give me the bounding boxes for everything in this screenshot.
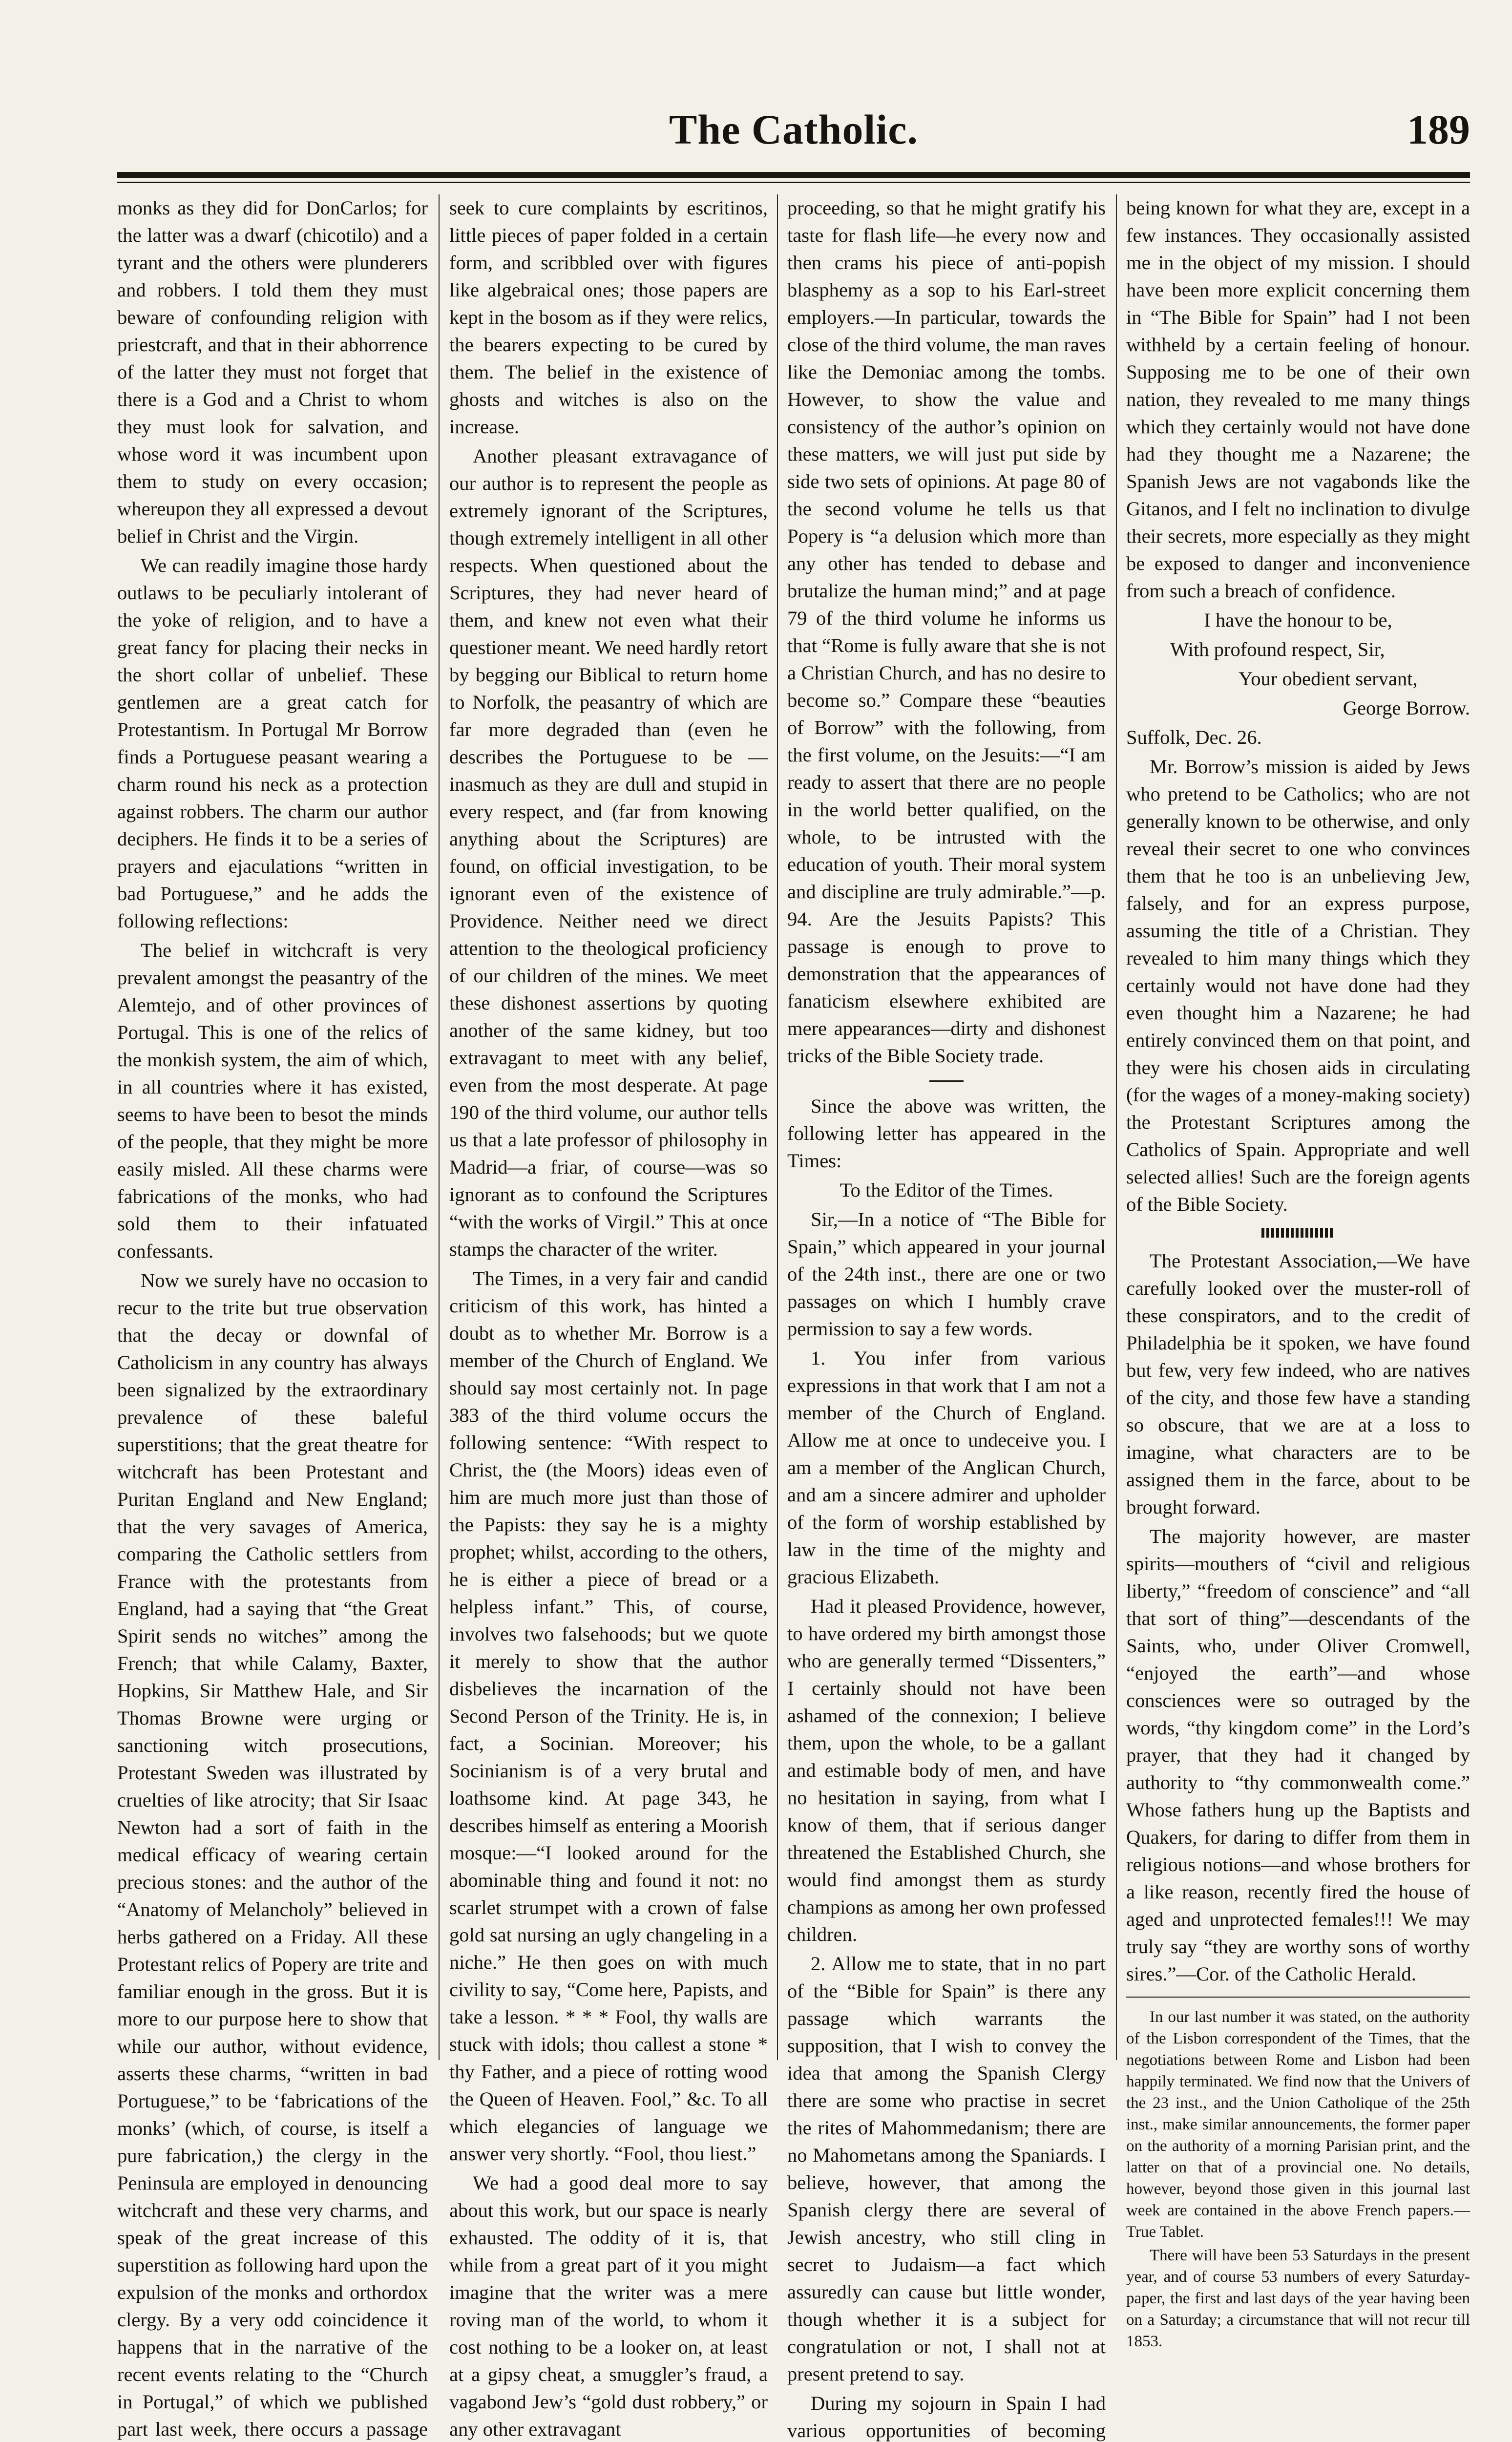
- footnote-paragraph: In our last number it was stated, on the authority of the Lisbon correspondent of the Times, that the negotiations between Rome and Lisbon had been happily terminated. We find now that the Univers of the 23 inst., and the Union Catholique of the 25th inst., make similar announcements, the former paper on the authority of a morning Parisian print, and the latter on that of a provincial one. No details, however, beyond those given in this journal last week are contained in the above French papers.—True Tablet.: [1126, 2008, 1470, 2241]
- article-paragraph: Your obedient servant,: [1239, 668, 1418, 690]
- article-paragraph: 1. You infer from various expressions in that work that I am not a member of the Church of England. Allow me at once to undeceive you. I am a member of the Anglican Church, and am a sincere admirer and upholder of the form of worship established by law in the time of the mighty and gracious Elizabeth.: [787, 1347, 1106, 1588]
- page-number: 189: [1407, 106, 1470, 153]
- article-paragraph: The belief in witchcraft is very prevalent amongst the peasantry of the Alemtejo, and of other provinces of Portugal. This is one of the relics of the monkish system, the aim of which, in all countries where it has existed, seems to have been to besot the minds of the people, that they might be more easily misled. All these charms were fabrications of the monks, who had sold them to their infatuated confessants.: [117, 939, 428, 1262]
- section-rule: [1126, 1997, 1470, 1998]
- article-paragraph: We can readily imagine those hardy outlaws to be peculiarly intolerant of the yoke of religion, and to have a great fancy for placing their necks in the short collar of unbelief. These gentlemen are a great catch for Protestantism. In Portugal Mr Borrow finds a Portuguese peasant wearing a charm round his neck as a protection against robbers. The charm our author deciphers. He finds it to be a series of prayers and ejaculations “written in bad Portuguese,” and he adds the following reflections:: [117, 554, 428, 932]
- header-rule-thick: [117, 172, 1470, 178]
- article-paragraph: To the Editor of the Times.: [840, 1179, 1053, 1201]
- article-paragraph: seek to cure complaints by escritinos, little pieces of paper folded in a certain form, and scribbled over with figures like algebraical ones; those papers are kept in the bosom as if they were relics, the bearers expecting to be cured by them. The belief in the existence of ghosts and witches is also on the increase.: [449, 197, 768, 438]
- column-3: [787, 194, 1106, 2442]
- article-paragraph: The Protestant Association,—We have carefully looked over the muster-roll of these conspirators, and to the credit of Philadelphia be it spoken, we have found but few, very few indeed, who are natives of the city, and those few have a standing so obscure, that we are at a loss to imagine, what characters are to be assigned them in the farce, about to be brought forward.: [1126, 1250, 1470, 1518]
- article-paragraph: Mr. Borrow’s mission is aided by Jews who pretend to be Catholics; who are not generally known to be otherwise, and only reveal their secret to one who convinces them that he too is an unbelieving Jew, falsely, and for an express purpose, assuming the title of a Christian. They revealed to him many things which they certainly would not have done had they even thought him a Nazarene; he had entirely convinced them on that point, and they were his chosen aids in circulating (for the wages of a money-making society) the Protestant Scriptures among the Catholics of Spain. Appropriate and well selected allies! Such are the foreign agents of the Bible Society.: [1126, 756, 1470, 1215]
- column-divider: [777, 194, 778, 2060]
- header-rule-thin: [117, 182, 1470, 183]
- article-paragraph: The majority however, are master spirits—mouthers of “civil and religious liberty,” “freedom of conscience” and “all that sort of thing”—descendants of the Saints, who, under Oliver Cromwell, “enjoyed the earth”—and whose consciences were so outraged by the words, “thy kingdom come” in the Lord’s prayer, that they had it changed by authority to “thy commonwealth come.” Whose fathers hung up the Baptists and Quakers, for daring to differ from them in religious notions—and whose brothers for a like reason, recently fired the house of aged and unprotected females!!! We may truly say “they are worthy sons of worthy sires.”—Cor. of the Catholic Herald.: [1126, 1525, 1470, 1985]
- column-2: [449, 194, 768, 2440]
- article-paragraph: monks as they did for DonCarlos; for the latter was a dwarf (chicotilo) and a tyrant and the others were plunderers and robbers. I told them they must beware of confounding religion with priestcraft, and that in their abhorrence of the latter they must not forget that there is a God and a Christ to whom they must look for salvation, and whose word it was incumbent upon them to study on every occasion; whereupon they all expressed a devout belief in Christ and the Virgin.: [117, 197, 428, 547]
- article-paragraph: Suffolk, Dec. 26.: [1126, 726, 1262, 748]
- article-paragraph: being known for what they are, except in a few instances. They occasionally assisted me in the object of my mission. I should have been more explicit concerning them in “The Bible for Spain” had I not been withheld by a certain feeling of honour. Supposing me to be one of their own nation, they revealed to me many things which they certainly would not have done had they thought me a Nazarene; the Spanish Jews are not vagabonds like the Gitanos, and I felt no inclination to divulge their secrets, more especially as they might be exposed to danger and inconvenience from such a breach of confidence.: [1126, 197, 1470, 602]
- article-paragraph: 2. Allow me to state, that in no part of the “Bible for Spain” is there any passage which warrants the supposition, that I wish to convey the idea that among the Spanish Clergy there are some who practise in secret the rites of Mahommedanism; there are no Mahometans among the Spaniards. I believe, however, that among the Spanish clergy there are several of Jewish ancestry, who still cling in secret to Judaism—a fact which assuredly can cause but little wonder, though whether it is a subject for congratulation or not, I shall not at present pretend to say.: [787, 1953, 1106, 2385]
- article-paragraph: Another pleasant extravagance of our author is to represent the people as extremely ignorant of the Scriptures, though extremely intelligent in all other respects. When questioned about the Scriptures, they had never heard of them, and knew not even what their questioner meant. We need hardly retort by begging our Biblical to return home to Norfolk, the peasantry of which are far more degraded than (even he describes the Portuguese to be —inasmuch as they are dull and stupid in every respect, and (far from knowing anything about the Scriptures) are found, on official investigation, to be ignorant even of the existence of Providence. Neither need we direct attention to the theological proficiency of our children of the mines. We meet these dishonest assertions by quoting another of the same kidney, but too extravagant to meet with any belief, even from the most desperate. At page 190 of the third volume, our author tells us that a late professor of philosophy in Madrid—a friar, of course—was so ignorant as to confound the Scriptures “with the works of Virgil.” This at once stamps the character of the writer.: [449, 445, 768, 1260]
- article-paragraph: I have the honour to be,: [1204, 609, 1392, 631]
- column-divider: [1116, 194, 1117, 2060]
- article-paragraph: Had it pleased Providence, however, to have ordered my birth amongst those who are generally termed “Dissenters,” I certainly should not have been ashamed of the connexion; I believe them, upon the whole, to be a gallant and estimable body of men, and have no hesitation in saying, from what I know of them, that if serious danger threatened the Established Church, she would find amongst them as sturdy champions as among her own professed children.: [787, 1595, 1106, 1945]
- masthead: [117, 105, 1470, 159]
- footnote-paragraph: There will have been 53 Saturdays in the present year, and of course 53 numbers of every Saturday-paper, the first and last days of the year having been on a Saturday; a circumstance that will not recur till 1853.: [1126, 2247, 1470, 2350]
- section-dash-rule: [929, 1080, 964, 1082]
- article-paragraph: With profound respect, Sir,: [1170, 638, 1385, 660]
- article-paragraph: During my sojourn in Spain I had various opportunities of becoming: [787, 2392, 1106, 2442]
- section-ornament: [1261, 1228, 1335, 1238]
- article-paragraph: Now we surely have no occasion to recur to the trite but true observation that the decay or downfal of Catholicism in any country has always been signalized by the extraordinary prevalence of these baleful superstitions; that the great theatre for witchcraft has been Protestant and Puritan England and New England; that the very savages of America, comparing the Catholic settlers from France with the protestants from England, had a saying that “the Great Spirit sends no witches” among the French; that while Calamy, Baxter, Hopkins, Sir Matthew Hale, and Sir Thomas Browne were urging or sanctioning witch prosecutions, Protestant Sweden was illustrated by cruelties of like atrocity; that Sir Isaac Newton had a sort of faith in the medical efficacy of wearing certain precious stones: and the author of the “Anatomy of Melancholy” believed in herbs gathered on a Friday. All these Protestant relics of Popery are trite and familiar enough in the gross. But it is more to our purpose here to show that while our author, without evidence, asserts these charms, “written in bad Portuguese,” to be ‘fabrications of the monks’ (which, of course, is itself a pure fabrication,) the clergy in the Peninsula are employed in denouncing witchcraft and these very charms, and speak of the great increase of this superstition as following hard upon the expulsion of the monks and orthordox clergy. By a very odd coincidence it happens that in the narrative of the recent events relating to the “Church in Portugal,” of which we published part last week, there occurs a passage: [117, 1269, 428, 2440]
- article-paragraph: George Borrow.: [1343, 697, 1470, 719]
- article-paragraph: Sir,—In a notice of “The Bible for Spain,” which appeared in your journal of the 24th inst., there are one or two passages on which I humbly crave permission to say a few words.: [787, 1208, 1106, 1340]
- article-paragraph: We had a good deal more to say about this work, but our space is nearly exhausted. The oddity of it is, that while from a great part of it you might imagine that the writer was a mere roving man of the world, to whom it cost nothing to be a looker on, at least at a gipsy cheat, a smuggler’s fraud, a vagabond Jew’s “gold dust robbery,” or any other extravagant: [449, 2172, 768, 2440]
- column-1: [117, 194, 428, 2440]
- article-paragraph: The Times, in a very fair and candid criticism of this work, has hinted a doubt as to whether Mr. Borrow is a member of the Church of England. We should say most certainly not. In page 383 of the third volume occurs the following sentence: “With respect to Christ, the (the Moors) ideas even of him are much more just than those of the Papists: they say he is a mighty prophet; whilst, according to the others, he is either a piece of bread or a helpless infant.” This, of course, involves two falsehoods; but we quote it merely to show that the author disbelieves the incarnation of the Second Person of the Trinity. He is, in fact, a Socinian. Moreover; his Socinianism is of a very brutal and loathsome kind. At page 343, he describes himself as entering a Moorish mosque:—“I looked around for the abominable thing and found it not: no scarlet strumpet with a crown of false gold sat nursing an ugly changeling in a niche.” He then goes on with much civility to say, “Come here, Papists, and take a lesson. * * * Fool, thy walls are stuck with idols; thou callest a stone * thy Father, and a piece of rotting wood the Queen of Heaven. Fool,” &c. To all which elegancies of language we answer very shortly. “Fool, thou liest.”: [449, 1267, 768, 2165]
- newspaper-title: The Catholic.: [669, 106, 918, 153]
- article-paragraph: Since the above was written, the following letter has appeared in the Times:: [787, 1095, 1106, 1172]
- article-paragraph: proceeding, so that he might gratify his taste for flash life—he every now and then crams his piece of anti-popish blasphemy as a sop to his Earl-street employers.—In particular, towards the close of the third volume, the man raves like the Demoniac among the tombs. However, to show the value and consistency of the author’s opinion on these matters, we will just put side by side two sets of opinions. At page 80 of the second volume he tells us that Popery is “a delusion which more than any other has tended to debase and brutalize the human mind;” and at page 79 of the third volume he informs us that “Rome is fully aware that she is not a Christian Church, and has no desire to become so.” Compare these “beauties of Borrow” with the following, from the first volume, on the Jesuits:—“I am ready to assert that there are no people in the world better qualified, on the whole, to be intrusted with the education of youth. Their moral system and discipline are truly admirable.”—p. 94. Are the Jesuits Papists? This passage is enough to prove to demonstration that the appearances of fanaticism elsewhere exhibited are mere appearances—dirty and dishonest tricks of the Bible Society trade.: [787, 197, 1106, 1067]
- column-4: [1126, 194, 1470, 2350]
- column-divider: [439, 194, 440, 2060]
